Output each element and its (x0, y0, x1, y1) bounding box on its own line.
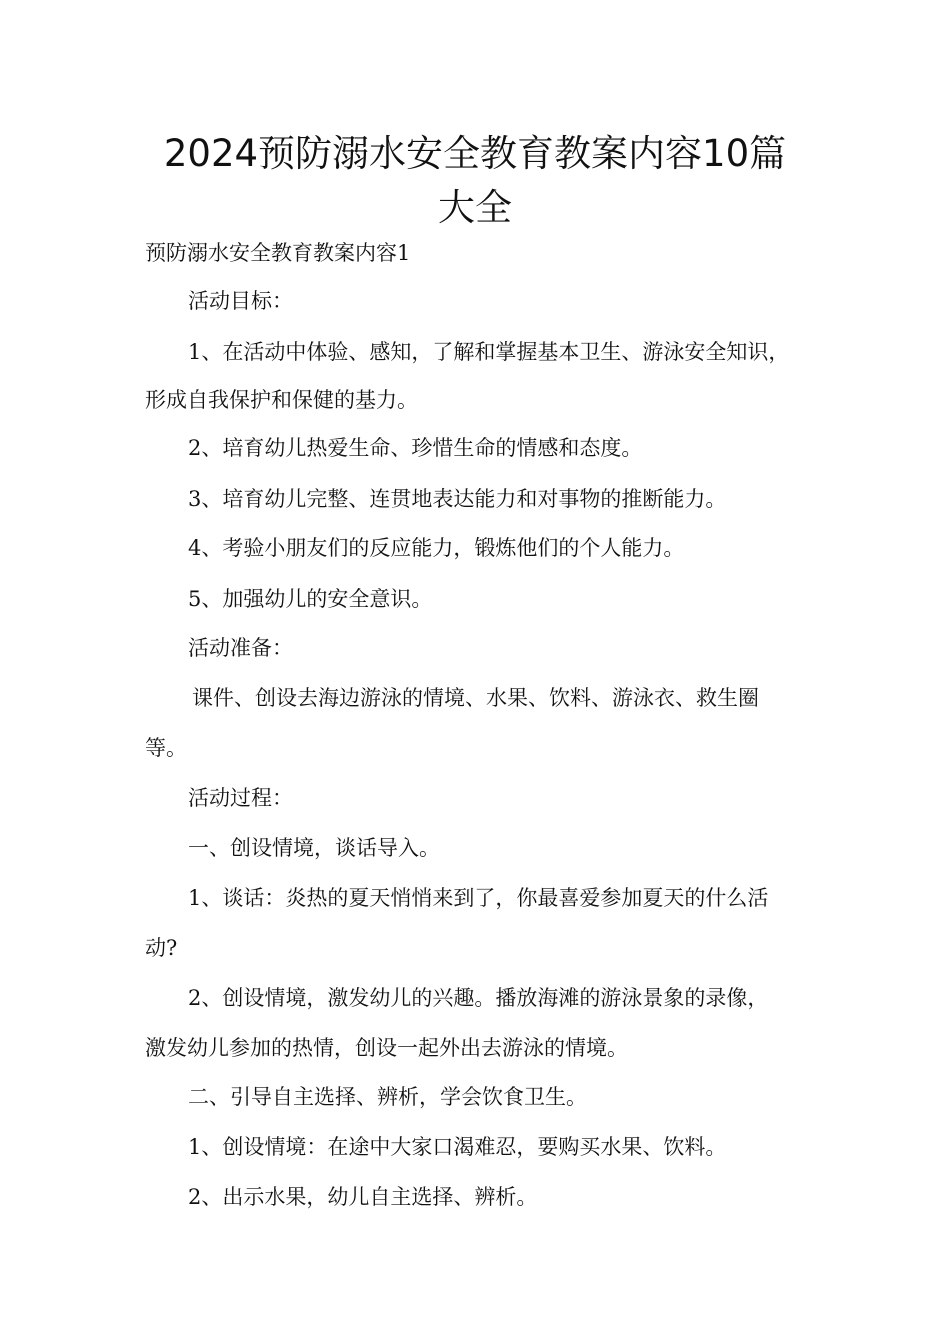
section-heading: 预防溺水安全教育教案内容1 (145, 241, 411, 265)
paragraph-line: 4、考验小朋友们的反应能力，锻炼他们的个人能力。 (188, 536, 685, 560)
paragraph-line: 1、在活动中体验、感知，了解和掌握基本卫生、游泳安全知识， (188, 340, 790, 364)
paragraph-line: 3、培育幼儿完整、连贯地表达能力和对事物的推断能力。 (188, 487, 727, 511)
paragraph-line: 5、加强幼儿的安全意识。 (188, 587, 433, 611)
paragraph-line: 1、谈话：炎热的夏天悄悄来到了，你最喜爱参加夏天的什么活 (188, 886, 769, 910)
paragraph-line: 活动准备： (188, 636, 293, 660)
paragraph-line: 等。 (145, 736, 187, 760)
document-title-line-1: 2024预防溺水安全教育教案内容10篇 (163, 132, 787, 175)
paragraph-line: 2、培育幼儿热爱生命、珍惜生命的情感和态度。 (188, 436, 643, 460)
paragraph-line: 活动过程： (188, 786, 293, 810)
paragraph-line: 一、创设情境，谈话导入。 (188, 836, 440, 860)
paragraph-line: 课件、创设去海边游泳的情境、水果、饮料、游泳衣、救生圈 (192, 686, 759, 710)
paragraph-line: 活动目标： (188, 289, 293, 313)
paragraph-line: 形成自我保护和保健的基力。 (145, 388, 418, 412)
paragraph-line: 二、引导自主选择、辨析，学会饮食卫生。 (188, 1085, 587, 1109)
paragraph-line: 动? (145, 936, 178, 960)
paragraph-line: 激发幼儿参加的热情，创设一起外出去游泳的情境。 (145, 1036, 628, 1060)
paragraph-line: 2、创设情境，激发幼儿的兴趣。播放海滩的游泳景象的录像， (188, 986, 769, 1010)
paragraph-line: 2、出示水果，幼儿自主选择、辨析。 (188, 1185, 538, 1209)
paragraph-line: 1、创设情境：在途中大家口渴难忍，要购买水果、饮料。 (188, 1135, 727, 1159)
document-title-line-2: 大全 (438, 186, 512, 229)
